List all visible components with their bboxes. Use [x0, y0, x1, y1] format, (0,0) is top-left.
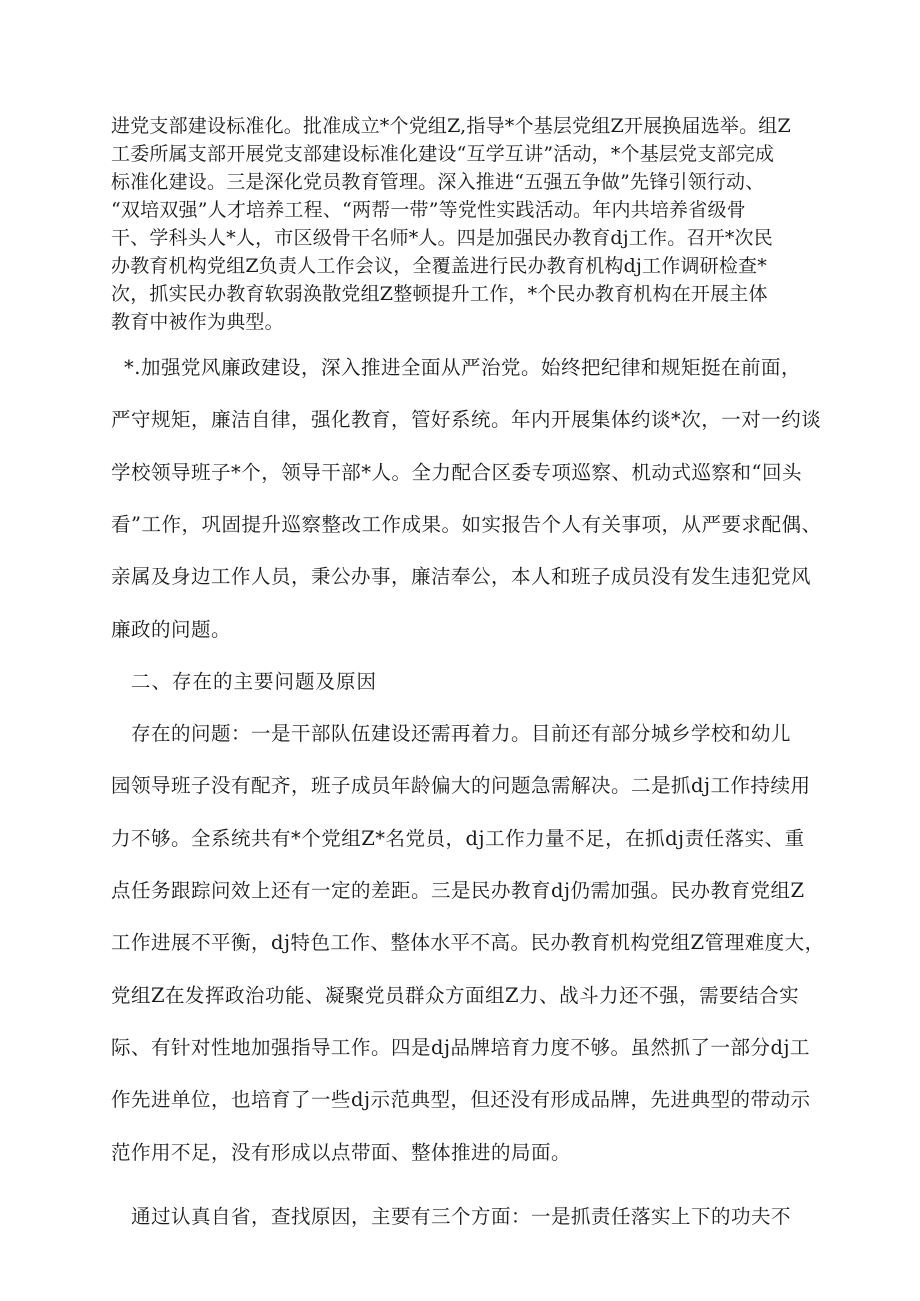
text-line: 次，抓实民办教育软弱涣散党组Z整顿提升工作，*个民办教育机构在开展主体 [111, 283, 768, 305]
text-line: “双培双强”人才培养工程、“两帮一带”等党性实践活动。年内共培养省级骨 [111, 199, 746, 221]
text-line: 严守规矩，廉洁自律，强化教育，管好系统。年内开展集体约谈*次，一对一约谈 [111, 408, 822, 431]
section-heading: 二、存在的主要问题及原因 [131, 670, 378, 693]
text-line: 党组Z在发挥政治功能、凝聚党员群众方面组Z力、战斗力还不强，需要结合实 [111, 984, 800, 1007]
text-line: 工作进展不平衡，dj特色工作、整体水平不高。民办教育机构党组Z管理难度大， [111, 931, 825, 954]
text-line: 看”工作，巩固提升巡察整改工作成果。如实报告个人有关事项，从严要求配偶、 [111, 513, 822, 536]
text-line: 园领导班子没有配齐，班子成员年龄偏大的问题急需解决。二是抓dj工作持续用 [111, 774, 811, 797]
text-line: 进党支部建设标准化。批准成立*个党组Z,指导*个基层党组Z开展换届选举。组Z [111, 115, 791, 137]
text-line: 力不够。全系统共有*个党组Z*名党员，dj工作力量不足，在抓dj责任落实、重 [111, 827, 805, 850]
text-line: 通过认真自省，查找原因，主要有三个方面：一是抓责任落实上下的功夫不 [131, 1205, 792, 1228]
text-line: 标准化建设。三是深化党员教育管理。深入推进“五强五争做”先锋引领行动、 [111, 171, 765, 193]
text-line: 干、学科头人*人，市区级骨干名师*人。四是加强民办教育dj工作。召开*次民 [111, 227, 773, 249]
text-line: 作先进单位，也培育了一些dj示范典型，但还没有形成品牌，先进典型的带动示 [111, 1088, 811, 1111]
text-line: 范作用不足，没有形成以点带面、整体推进的局面。 [111, 1141, 572, 1164]
text-line: *.加强党风廉政建设，深入推进全面从严治党。始终把纪律和规矩挺在前面， [124, 356, 801, 379]
text-line: 廉政的问题。 [111, 618, 232, 641]
text-line: 工委所属支部开展党支部建设标准化建设“互学互讲”活动，*个基层党支部完成 [111, 143, 775, 165]
text-line: 存在的问题：一是干部队伍建设还需再着力。目前还有部分城乡学校和幼儿 [131, 722, 792, 745]
text-line: 亲属及身边工作人员，秉公办事，廉洁奉公，本人和班子成员没有发生违犯党风 [111, 565, 812, 588]
text-line: 办教育机构党组Z负责人工作会议，全覆盖进行民办教育机构dj工作调研检查* [111, 255, 767, 277]
text-line: 教育中被作为典型。 [111, 311, 284, 333]
text-line: 学校领导班子*个，领导干部*人。全力配合区委专项巡察、机动式巡察和“回头 [111, 461, 802, 484]
text-line: 际、有针对性地加强指导工作。四是dj品牌培育力度不够。虽然抓了一部分dj工 [111, 1036, 811, 1059]
text-line: 点任务跟踪问效上还有一定的差距。三是民办教育dj仍需加强。民办教育党组Z [111, 879, 805, 902]
